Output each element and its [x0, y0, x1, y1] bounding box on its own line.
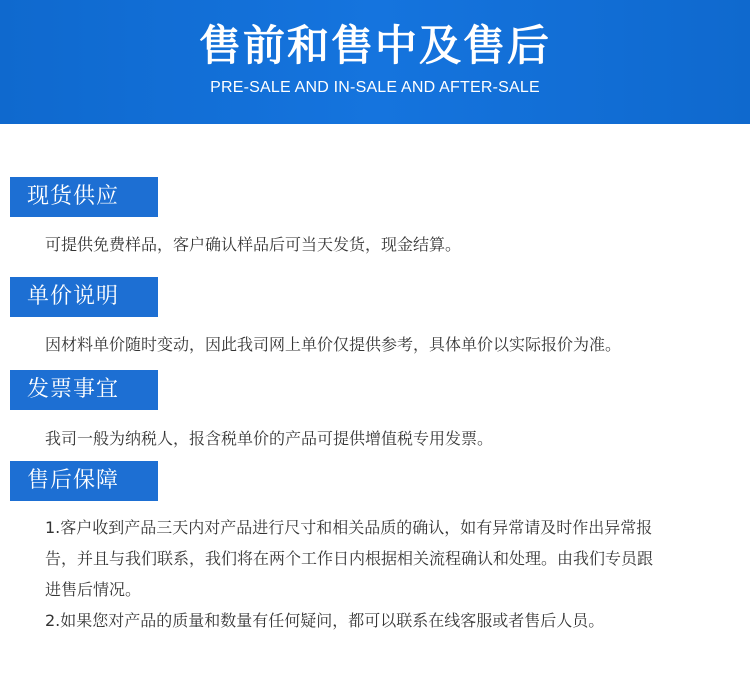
section-heading-after-sale: 售后保障 — [10, 461, 158, 501]
after-sale-line: 进售后情况。 — [45, 580, 142, 599]
section-text-stock-supply: 可提供免费样品，客户确认样品后可当天发货，现金结算。 — [45, 235, 462, 254]
after-sale-line: 告，并且与我们联系，我们将在两个工作日内根据相关流程确认和处理。由我们专员跟 — [45, 549, 654, 568]
section-heading-unit-price: 单价说明 — [10, 277, 158, 317]
section-heading-invoice: 发票事宜 — [10, 370, 158, 410]
page-title: 售前和售中及售后 — [198, 21, 551, 70]
page-subtitle: PRE-SALE AND IN-SALE AND AFTER-SALE — [210, 79, 540, 96]
section-text-unit-price: 因材料单价随时变动，因此我司网上单价仅提供参考，具体单价以实际报价为准。 — [45, 335, 622, 354]
section-text-after-sale — [45, 512, 745, 636]
after-sale-line: 1.客户收到产品三天内对产品进行尺寸和相关品质的确认，如有异常请及时作出异常报 — [45, 518, 653, 537]
section-text-invoice: 我司一般为纳税人，报含税单价的产品可提供增值税专用发票。 — [45, 429, 494, 448]
after-sale-line: 2.如果您对产品的质量和数量有任何疑问，都可以联系在线客服或者售后人员。 — [45, 611, 605, 630]
section-heading-stock-supply: 现货供应 — [10, 177, 158, 217]
header-banner — [0, 0, 750, 124]
